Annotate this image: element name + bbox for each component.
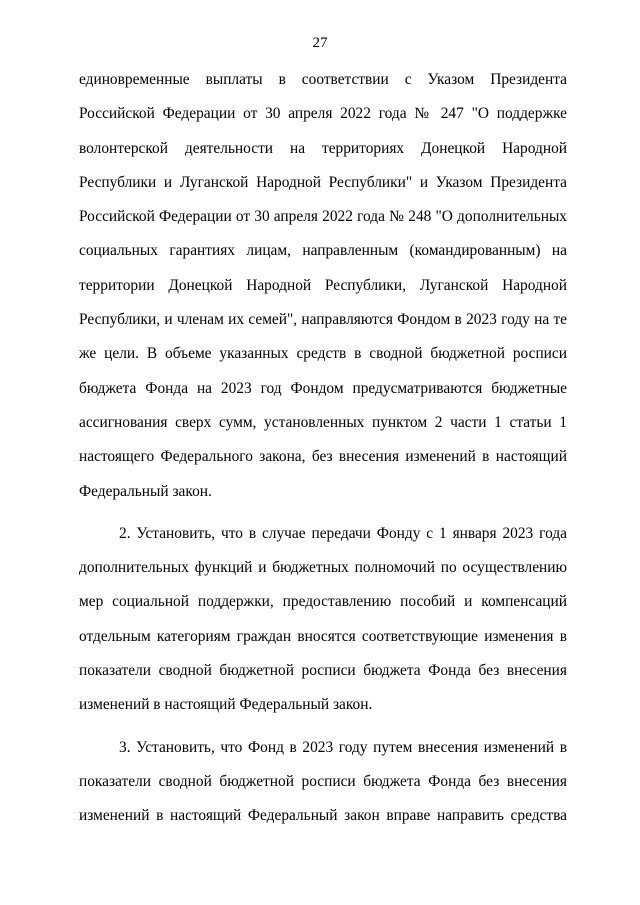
page-number: 27 [312, 35, 328, 51]
paragraph-3: 3. Установить, что Фонд в 2023 году путем внесения изменений в показатели сводной бюджетной росписи бюджета Фонда без внесения изменений в настоящий Федеральный закон вправе направить средства [79, 738, 567, 825]
paragraph-continuation: единовременные выплаты в соответствии с Указом Президента Российской Федерации от 30 апреля 2022 года № 247 "О поддержке волонтерской деятельности на территориях Донецкой Народной Республики и Луганской Народной Республики" и Указом Президента Российской Федерации от 30 апреля 2022 года № 248 "О дополнительных социальных гарантиях лицам, направленным (командированным) на территории Донецкой Народной Республики, Луганской Народной Республики, и членам их семей", направляются Фондом в 2023 году на те же цели. В объеме указанных средств в сводной бюджетной росписи бюджета Фонда на 2023 год Фондом предусматриваются бюджетные ассигнования сверх сумм, установленных пунктом 2 части 1 статьи 1 настоящего Федерального закона, без внесения изменений в настоящий Федеральный закон. [79, 71, 567, 500]
document-body [79, 63, 567, 834]
paragraph-2: 2. Установить, что в случае передачи Фонду с 1 января 2023 года дополнительных функций и бюджетных полномочий по осуществлению мер социальной поддержки, предоставлению пособий и компенсаций отдельным категориям граждан вносятся соответствующие изменения в показатели сводной бюджетной росписи бюджета Фонда без внесения изменений в настоящий Федеральный закон. [79, 524, 567, 714]
